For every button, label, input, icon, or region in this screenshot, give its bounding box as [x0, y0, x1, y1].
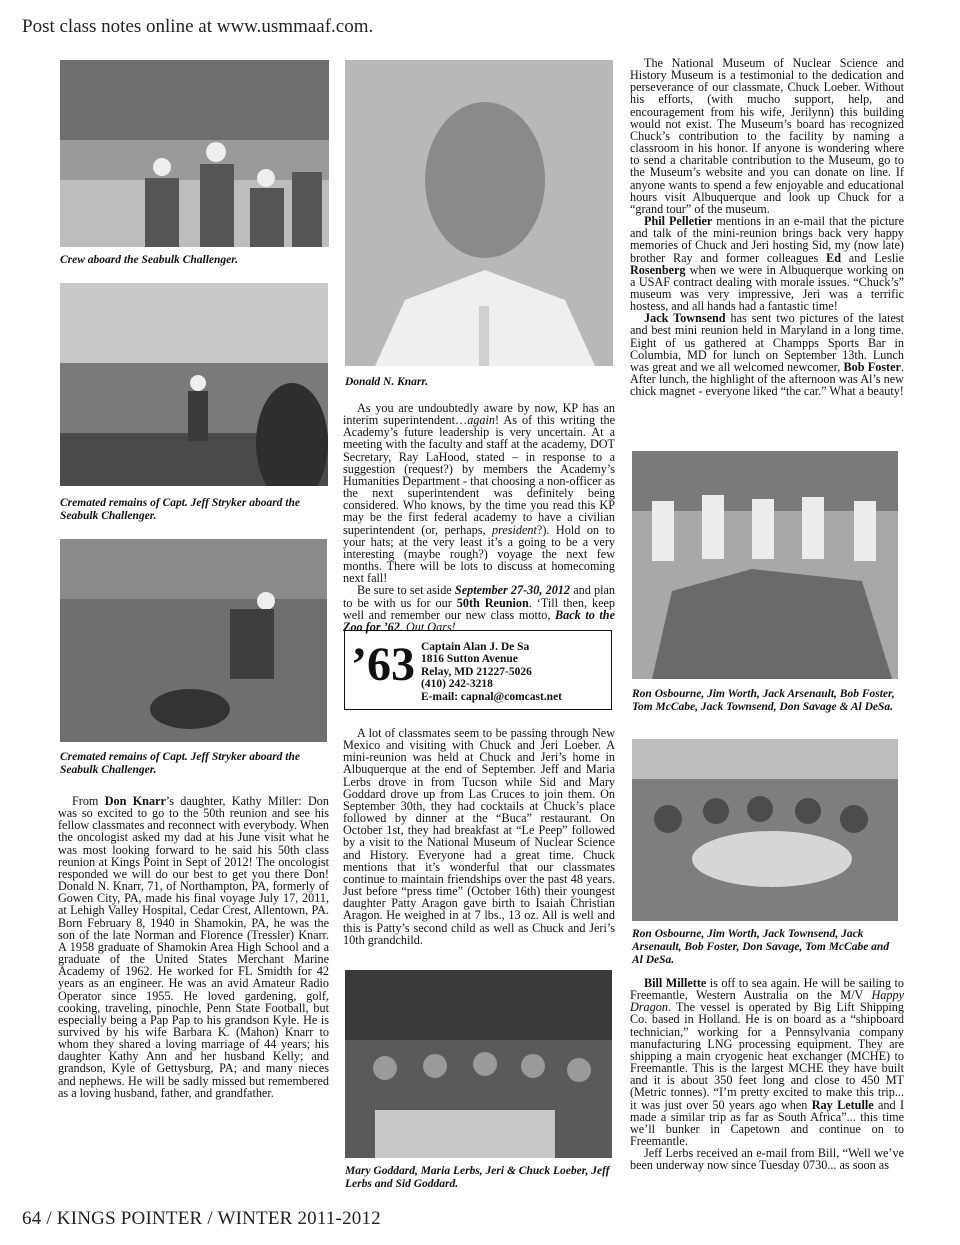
contact-city: Relay, MD 21227-5026: [421, 665, 532, 678]
lerbs-paragraph: Jeff Lerbs received an e-mail from Bill, “Well we’ve been underway now since Tuesday 0730... as soon as: [630, 1146, 904, 1173]
class-year: ’63: [351, 638, 415, 691]
class-63-contact-box: [344, 630, 612, 710]
knarr-portrait: [345, 60, 613, 366]
dinner-caption: Mary Goddard, Maria Lerbs, Jeri & Chuck Loeber, Jeff Lerbs and Sid Goddard.: [345, 1165, 610, 1190]
millette-paragraph: Bill Millette is off to sea again. He will be sailing to Freemantle, Western Australia on the M/V Happy Dragon. The vessel is operated by Big Lift Shipping Co. based in Holland. He is on board as a “shipboard technician,” working for a Pennsylvania company manufacturing LNG processing equipment. They are shipping a main cryogenic heat exchanger (MCHE) to Freemantle. This is the largest MCHE they have built and it is about 350 feet long and close to 450 MT (Metric tonnes). “I’m pretty excited to make this trip... it was just over 50 years ago when Ray Letulle and I made a similar trip as far as South Africa”... this time we’ll bunker in Capetown and continue on to Freemantle.: [630, 976, 905, 1149]
remains-caption-1: Cremated remains of Capt. Jeff Stryker aboard the Seabulk Challenger.: [60, 497, 301, 522]
dinner-photo: [345, 970, 612, 1158]
pelletier-paragraph: Phil Pelletier mentions in an e-mail that the picture and talk of the mini-reunion brings back very happy memories of Chuck and Jeri hosting Sid, my (now late) brother Ray and former colleagues Ed and Leslie Rosenberg when we were in Albuquerque working on a USAF contract dealing with morale issues. “Chuck’s” museum was very impressive, Jeri was a terrific hostess, and all hands had a fantastic time!: [630, 214, 904, 314]
superintendent-paragraph: As you are undoubtedly aware by now, KP has an interim superintendent…again! As of this writing the Academy’s future leadership is very uncertain. At a meeting with the faculty and staff at the academy, DOT Secretary, Ray LaHood, stated – in response to a suggestion (request?) by members the Academy’s Humanities Department - that choosing a non-officer as the next superintendent was definitely being considered. Who knows, by the time you read this KP may be the first federal academy to have a civilian superintendent (or, perhaps, president?). Hold on to your hats; at the very least it’s a going to be a very interesting (maybe rough?) voyage the next few months. There will be lots to discuss at homecoming next fall!: [343, 401, 615, 586]
museum-paragraph: The National Museum of Nuclear Science and History Museum is a testimonial to the dedication and perseverance of our classmate, Chuck Loeber. Without his efforts, (with mucho support, help, and encouragement from his wife, Jerilynn) this building would not exist. The Museum’s board has recognized Chuck’s contribution to the facility by naming a classroom in his honor. If anyone is wondering where to send a charitable contribution to the Museum, go to the Museum’s website and you can donate on line. If anyone wants to spend a few enjoyable and educational hours visit Albuquerque and look up Chuck for a “grand tour” of the museum.: [630, 56, 904, 216]
sports-bar-photo: [632, 739, 898, 921]
contact-lines: [421, 641, 562, 703]
mini-reunion-paragraph: A lot of classmates seem to be passing through New Mexico and visiting with Chuck and Jeri Loeber. A mini-reunion was held at Chuck and Jeri’s home in Albuquerque at the end of September. Jeff and Maria Lerbs drove in from Tucson while Sid and Mary Goddard drove up from Las Cruces to join them. On September 30th, they had cocktails at Chuck’s place followed by dinner at the “Buca” restaurant. On October 1st, they had breakfast at “Le Peep” followed by a visit to the National Museum of Nuclear Science and History. Everyone had a great time. Chuck mentions that it’s wonderful that our classmates continue to maintain friendships over the past 48 years. Just before “press time” (October 16th) their youngest daughter Patty Aragon gave birth to Isaiah Christian Aragon. He weighed in at 7 lbs., 13 oz. All is well and this is Patty’s second child as well as Chuck and Jeri’s 10th grandchild.: [343, 726, 615, 947]
townsend-paragraph: Jack Townsend has sent two pictures of the latest and best mini reunion held in Maryland in a long time. Eight of us gathered at Champps Sports Bar in Columbia, MD for lunch on September 13th. Lunch was great and we all welcomed newcomer, Bob Foster. After lunch, the highlight of the afternoon was Al’s new chick magnet - everyone liked “the car.” What a beauty!: [630, 311, 904, 399]
bar-caption: Ron Osbourne, Jim Worth, Jack Townsend, Jack Arsenault, Bob Foster, Don Savage, Tom McCabe and Al DeSa.: [632, 928, 890, 966]
column-2-bottom-text: [343, 727, 615, 946]
portrait-caption: Donald N. Knarr.: [345, 376, 429, 388]
page-footer: 64 / KINGS POINTER / WINTER 2011-2012: [22, 1208, 381, 1229]
remains-caption-2: Cremated remains of Capt. Jeff Stryker aboard the Seabulk Challenger.: [60, 751, 301, 776]
column-1-text: [58, 795, 329, 1099]
car-caption: Ron Osbourne, Jim Worth, Jack Arsenault, Bob Foster, Tom McCabe, Jack Townsend, Don Savage & Al DeSa.: [632, 688, 895, 713]
crew-caption: Crew aboard the Seabulk Challenger.: [60, 254, 238, 266]
knarr-obituary-paragraph: From Don Knarr’s daughter, Kathy Miller: Don was so excited to go to the 50th reunion and see his fellow classmates and reconnect with everybody. When the oncologist asked my dad at his June visit what he was most looking forward to he said his 50th class reunion at Kings Point in Sept of 2012! The oncologist responded we will do our best to get you there Don! Donald N. Knarr, 71, of Northampton, PA, formerly of Gowen City, PA, made his final voyage July 17, 2011, at Lehigh Valley Hospital, Cedar Crest, Allentown, PA. Born February 8, 1940 in Shamokin, PA, he was the son of the late Norman and Florence (Tressler) Knarr. A 1958 graduate of Shamokin Area High School and a graduate of the United States Merchant Marine Academy of 1962. He worked for FL Smidth for 42 years as an engineer. He was an avid Amateur Radio Operator since 1955. He loved gardening, golf, cooking, traveling, pinochle, Penn State Football, but especially being a Pap Pap to his grandson Kyle. He is survived by his wife Barbara K. (Mahon) Knarr to whom they shared a loving marriage of 44 years; his daughter Kathy Ann and her husband Kelly; and grandson, Kyle of Gettysburg, PA; and many nieces and nephews. He will be sadly missed but remembered as a loving husband, father, and grandfather.: [58, 794, 329, 1100]
contact-email[interactable]: E-mail: capnal@comcast.net: [421, 690, 563, 703]
contact-phone: (410) 242-3218: [421, 678, 493, 691]
car-photo: [632, 451, 898, 679]
column-3-bottom-text: [630, 977, 904, 1172]
crew-photo: [60, 60, 329, 247]
contact-name: Captain Alan J. De Sa: [421, 641, 530, 653]
reunion-paragraph: Be sure to set aside September 27-30, 2012 and plan to be with us for our 50th Reunion. ‘Till then, keep well and remember our new class motto, Back to the Zoo for ’62. Out Oars!: [343, 583, 615, 634]
scattering-photo: [60, 539, 327, 742]
column-2-top-text: [343, 402, 615, 633]
header-note: Post class notes online at www.usmmaaf.com.: [22, 16, 374, 37]
contact-street: 1816 Sutton Avenue: [421, 653, 518, 666]
ship-deck-photo: [60, 283, 328, 486]
column-3-top-text: [630, 57, 904, 397]
